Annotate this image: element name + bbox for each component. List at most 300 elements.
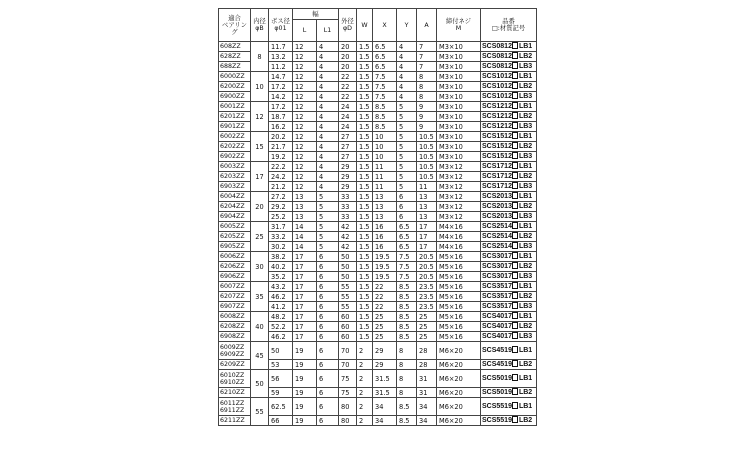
material-code-box-icon — [512, 152, 518, 159]
part-prefix: SCS3517 — [482, 303, 512, 310]
cell-l: 12 — [293, 62, 317, 72]
material-code-box-icon — [512, 162, 518, 169]
material-code-box-icon — [512, 332, 518, 339]
cell-screw: M6×20 — [437, 398, 481, 416]
cell-x: 31.5 — [373, 388, 397, 398]
cell-a: 9 — [417, 102, 437, 112]
cell-x: 22 — [373, 302, 397, 312]
part-suffix: LB1 — [518, 103, 533, 110]
cell-y: 6 — [397, 212, 417, 222]
cell-l: 17 — [293, 302, 317, 312]
cell-screw: M6×20 — [437, 388, 481, 398]
material-code-box-icon — [512, 312, 518, 319]
cell-l1: 4 — [317, 112, 339, 122]
table-row — [219, 282, 537, 292]
cell-w: 1.5 — [357, 182, 373, 192]
cell-l1: 4 — [317, 152, 339, 162]
material-code-box-icon — [512, 112, 518, 119]
cell-bearing: 6011ZZ 6911ZZ — [219, 398, 251, 416]
part-suffix: LB2 — [518, 113, 533, 120]
cell-x: 19.5 — [373, 252, 397, 262]
cell-l1: 6 — [317, 416, 339, 426]
cell-boss-dia: 29.2 — [269, 202, 293, 212]
table-row — [219, 102, 537, 112]
cell-boss-dia: 48.2 — [269, 312, 293, 322]
part-prefix: SCS4017 — [482, 333, 512, 340]
cell-w: 1.5 — [357, 262, 373, 272]
cell-l: 12 — [293, 82, 317, 92]
cell-part-number — [481, 92, 537, 102]
cell-x: 16 — [373, 222, 397, 232]
cell-screw: M6×20 — [437, 416, 481, 426]
cell-l1: 4 — [317, 92, 339, 102]
cell-boss-dia: 14.2 — [269, 92, 293, 102]
cell-w: 1.5 — [357, 202, 373, 212]
cell-outer-dia: 55 — [339, 292, 357, 302]
part-prefix: SCS1512 — [482, 133, 512, 140]
cell-screw: M3×10 — [437, 132, 481, 142]
cell-l1: 5 — [317, 202, 339, 212]
cell-w: 1.5 — [357, 102, 373, 112]
material-code-box-icon — [512, 222, 518, 229]
cell-l: 17 — [293, 282, 317, 292]
cell-y: 7.5 — [397, 272, 417, 282]
cell-screw: M3×10 — [437, 102, 481, 112]
header-outer-dia — [339, 9, 357, 42]
cell-outer-dia: 20 — [339, 62, 357, 72]
cell-boss-dia: 66 — [269, 416, 293, 426]
cell-a: 20.5 — [417, 252, 437, 262]
cell-boss-dia: 41.2 — [269, 302, 293, 312]
material-code-box-icon — [512, 272, 518, 279]
cell-x: 16 — [373, 242, 397, 252]
part-suffix: LB3 — [518, 213, 533, 220]
part-prefix: SCS3017 — [482, 263, 512, 270]
part-prefix: SCS1212 — [482, 113, 512, 120]
cell-outer-dia: 42 — [339, 222, 357, 232]
cell-w: 2 — [357, 370, 373, 388]
cell-boss-dia: 22.2 — [269, 162, 293, 172]
header-inner-dia — [251, 9, 269, 42]
cell-l: 12 — [293, 122, 317, 132]
cell-a: 25 — [417, 312, 437, 322]
material-code-box-icon — [512, 62, 518, 69]
part-suffix: LB2 — [518, 143, 533, 150]
part-prefix: SCS1012 — [482, 73, 512, 80]
cell-l1: 6 — [317, 388, 339, 398]
cell-x: 11 — [373, 172, 397, 182]
cell-y: 8.5 — [397, 282, 417, 292]
cell-y: 5 — [397, 152, 417, 162]
cell-l1: 4 — [317, 142, 339, 152]
cell-bearing: 6905ZZ — [219, 242, 251, 252]
cell-y: 4 — [397, 52, 417, 62]
cell-a: 9 — [417, 112, 437, 122]
cell-y: 5 — [397, 172, 417, 182]
cell-l: 12 — [293, 132, 317, 142]
cell-a: 10.5 — [417, 152, 437, 162]
material-code-box-icon — [512, 322, 518, 329]
cell-y: 8.5 — [397, 292, 417, 302]
cell-outer-dia: 27 — [339, 152, 357, 162]
cell-bearing: 6203ZZ — [219, 172, 251, 182]
cell-boss-dia: 17.2 — [269, 82, 293, 92]
cell-part-number — [481, 312, 537, 322]
cell-inner-dia: 55 — [251, 398, 269, 426]
cell-boss-dia: 11.7 — [269, 42, 293, 52]
part-prefix: SCS0812 — [482, 63, 512, 70]
part-prefix: SCS4017 — [482, 323, 512, 330]
cell-w: 2 — [357, 416, 373, 426]
cell-y: 5 — [397, 122, 417, 132]
cell-l: 17 — [293, 322, 317, 332]
cell-bearing: 6000ZZ — [219, 72, 251, 82]
cell-part-number — [481, 302, 537, 312]
cell-a: 17 — [417, 232, 437, 242]
cell-l1: 4 — [317, 52, 339, 62]
cell-screw: M5×16 — [437, 252, 481, 262]
cell-part-number — [481, 292, 537, 302]
cell-x: 25 — [373, 312, 397, 322]
cell-x: 19.5 — [373, 262, 397, 272]
cell-screw: M3×12 — [437, 172, 481, 182]
material-code-box-icon — [512, 92, 518, 99]
cell-outer-dia: 55 — [339, 282, 357, 292]
part-prefix: SCS5019 — [482, 375, 512, 382]
part-prefix: SCS1012 — [482, 83, 512, 90]
cell-bearing: 6901ZZ — [219, 122, 251, 132]
cell-part-number — [481, 182, 537, 192]
cell-a: 7 — [417, 62, 437, 72]
cell-boss-dia: 25.2 — [269, 212, 293, 222]
table-row — [219, 342, 537, 360]
header-l: L — [293, 20, 317, 42]
cell-y: 8.5 — [397, 416, 417, 426]
material-code-box-icon — [512, 416, 518, 423]
cell-w: 1.5 — [357, 42, 373, 52]
cell-screw: M4×16 — [437, 242, 481, 252]
cell-l: 12 — [293, 42, 317, 52]
cell-bearing: 6002ZZ — [219, 132, 251, 142]
cell-bearing: 628ZZ — [219, 52, 251, 62]
part-suffix: LB2 — [518, 173, 533, 180]
cell-part-number — [481, 360, 537, 370]
cell-inner-dia: 35 — [251, 282, 269, 312]
cell-outer-dia: 70 — [339, 360, 357, 370]
cell-l: 17 — [293, 252, 317, 262]
cell-l1: 4 — [317, 102, 339, 112]
cell-bearing: 6006ZZ — [219, 252, 251, 262]
cell-inner-dia: 12 — [251, 102, 269, 132]
part-prefix: SCS1012 — [482, 93, 512, 100]
cell-outer-dia: 24 — [339, 122, 357, 132]
cell-outer-dia: 22 — [339, 72, 357, 82]
cell-outer-dia: 42 — [339, 242, 357, 252]
material-code-box-icon — [512, 282, 518, 289]
cell-l1: 6 — [317, 370, 339, 388]
cell-bearing: 608ZZ — [219, 42, 251, 52]
material-code-box-icon — [512, 360, 518, 367]
cell-w: 2 — [357, 360, 373, 370]
cell-x: 16 — [373, 232, 397, 242]
table-row — [219, 132, 537, 142]
cell-l1: 6 — [317, 272, 339, 282]
cell-w: 1.5 — [357, 92, 373, 102]
cell-outer-dia: 29 — [339, 162, 357, 172]
cell-bearing: 6010ZZ 6910ZZ — [219, 370, 251, 388]
cell-inner-dia: 45 — [251, 342, 269, 370]
cell-part-number — [481, 42, 537, 52]
cell-w: 1.5 — [357, 332, 373, 342]
part-prefix: SCS1212 — [482, 123, 512, 130]
cell-y: 5 — [397, 132, 417, 142]
cell-a: 28 — [417, 342, 437, 360]
cell-part-number — [481, 388, 537, 398]
cell-w: 1.5 — [357, 162, 373, 172]
cell-w: 1.5 — [357, 212, 373, 222]
cell-x: 10 — [373, 152, 397, 162]
header-screw-text: 締付ネジ M — [445, 18, 472, 32]
cell-y: 5 — [397, 102, 417, 112]
material-code-box-icon — [512, 82, 518, 89]
cell-l: 19 — [293, 370, 317, 388]
part-prefix: SCS1712 — [482, 173, 512, 180]
part-prefix: SCS1712 — [482, 163, 512, 170]
cell-x: 8.5 — [373, 112, 397, 122]
cell-outer-dia: 22 — [339, 82, 357, 92]
cell-x: 22 — [373, 282, 397, 292]
part-prefix: SCS3517 — [482, 293, 512, 300]
cell-part-number — [481, 122, 537, 132]
cell-boss-dia: 17.2 — [269, 102, 293, 112]
cell-screw: M3×10 — [437, 62, 481, 72]
cell-x: 22 — [373, 292, 397, 302]
cell-screw: M5×16 — [437, 292, 481, 302]
cell-y: 4 — [397, 42, 417, 52]
cell-l1: 6 — [317, 332, 339, 342]
cell-y: 8 — [397, 388, 417, 398]
cell-w: 1.5 — [357, 72, 373, 82]
cell-w: 1.5 — [357, 62, 373, 72]
cell-a: 28 — [417, 360, 437, 370]
header-width-group: 幅 — [293, 9, 339, 20]
cell-l: 13 — [293, 212, 317, 222]
cell-inner-dia: 25 — [251, 222, 269, 252]
part-prefix: SCS2013 — [482, 193, 512, 200]
part-suffix: LB2 — [518, 263, 533, 270]
cell-y: 6 — [397, 192, 417, 202]
cell-a: 9 — [417, 122, 437, 132]
part-suffix: LB1 — [518, 375, 533, 382]
cell-w: 1.5 — [357, 312, 373, 322]
cell-screw: M3×10 — [437, 42, 481, 52]
table-row — [219, 222, 537, 232]
cell-a: 17 — [417, 222, 437, 232]
cell-w: 1.5 — [357, 82, 373, 92]
cell-w: 1.5 — [357, 322, 373, 332]
cell-l: 17 — [293, 272, 317, 282]
cell-x: 7.5 — [373, 72, 397, 82]
cell-y: 4 — [397, 82, 417, 92]
cell-l1: 6 — [317, 252, 339, 262]
cell-x: 10 — [373, 142, 397, 152]
cell-a: 17 — [417, 242, 437, 252]
cell-a: 10.5 — [417, 172, 437, 182]
cell-part-number — [481, 132, 537, 142]
part-suffix: LB2 — [518, 361, 533, 368]
part-prefix: SCS4519 — [482, 361, 512, 368]
cell-a: 34 — [417, 398, 437, 416]
cell-boss-dia: 31.7 — [269, 222, 293, 232]
table-row — [219, 312, 537, 322]
cell-screw: M5×16 — [437, 282, 481, 292]
cell-l: 12 — [293, 102, 317, 112]
cell-l: 12 — [293, 112, 317, 122]
cell-bearing: 6900ZZ — [219, 92, 251, 102]
cell-part-number — [481, 272, 537, 282]
cell-inner-dia: 50 — [251, 370, 269, 398]
bearing-holder-spec-table — [218, 8, 537, 426]
material-code-box-icon — [512, 52, 518, 59]
material-code-box-icon — [512, 212, 518, 219]
cell-l: 12 — [293, 152, 317, 162]
cell-part-number — [481, 72, 537, 82]
cell-bearing: 6007ZZ — [219, 282, 251, 292]
cell-bearing: 6211ZZ — [219, 416, 251, 426]
cell-w: 1.5 — [357, 232, 373, 242]
cell-l: 14 — [293, 242, 317, 252]
cell-l1: 6 — [317, 398, 339, 416]
cell-part-number — [481, 52, 537, 62]
cell-l1: 6 — [317, 282, 339, 292]
material-code-box-icon — [512, 232, 518, 239]
table-row — [219, 370, 537, 388]
cell-a: 23.5 — [417, 302, 437, 312]
cell-bearing: 6210ZZ — [219, 388, 251, 398]
material-code-box-icon — [512, 292, 518, 299]
cell-l: 12 — [293, 72, 317, 82]
cell-w: 2 — [357, 342, 373, 360]
cell-a: 25 — [417, 332, 437, 342]
cell-l1: 4 — [317, 162, 339, 172]
part-suffix: LB2 — [518, 323, 533, 330]
part-prefix: SCS0812 — [482, 53, 512, 60]
cell-l: 13 — [293, 202, 317, 212]
cell-y: 5 — [397, 182, 417, 192]
cell-boss-dia: 21.2 — [269, 182, 293, 192]
cell-l1: 5 — [317, 192, 339, 202]
part-suffix: LB2 — [518, 83, 533, 90]
cell-x: 13 — [373, 202, 397, 212]
cell-part-number — [481, 342, 537, 360]
cell-boss-dia: 11.2 — [269, 62, 293, 72]
cell-w: 1.5 — [357, 172, 373, 182]
material-code-box-icon — [512, 242, 518, 249]
cell-l: 12 — [293, 52, 317, 62]
cell-boss-dia: 52.2 — [269, 322, 293, 332]
cell-boss-dia: 50 — [269, 342, 293, 360]
cell-part-number — [481, 222, 537, 232]
cell-l1: 5 — [317, 222, 339, 232]
header-boss-dia-text: ボス径 φ01 — [271, 18, 290, 32]
cell-bearing: 6005ZZ — [219, 222, 251, 232]
cell-x: 25 — [373, 332, 397, 342]
cell-bearing: 6208ZZ — [219, 322, 251, 332]
part-prefix: SCS1512 — [482, 143, 512, 150]
cell-l: 17 — [293, 332, 317, 342]
cell-w: 2 — [357, 388, 373, 398]
cell-screw: M3×10 — [437, 92, 481, 102]
cell-screw: M3×12 — [437, 192, 481, 202]
part-suffix: LB2 — [518, 203, 533, 210]
cell-bearing: 6904ZZ — [219, 212, 251, 222]
cell-inner-dia: 10 — [251, 72, 269, 102]
cell-a: 7 — [417, 42, 437, 52]
cell-x: 13 — [373, 212, 397, 222]
cell-y: 4 — [397, 72, 417, 82]
cell-outer-dia: 29 — [339, 172, 357, 182]
cell-y: 8.5 — [397, 312, 417, 322]
cell-bearing: 6009ZZ 6909ZZ — [219, 342, 251, 360]
cell-l1: 6 — [317, 262, 339, 272]
header-bearing-text: 適合 ベアリング — [222, 14, 247, 36]
cell-l1: 4 — [317, 42, 339, 52]
cell-outer-dia: 33 — [339, 202, 357, 212]
cell-a: 23.5 — [417, 282, 437, 292]
cell-boss-dia: 53 — [269, 360, 293, 370]
cell-a: 25 — [417, 322, 437, 332]
cell-screw: M3×10 — [437, 72, 481, 82]
cell-y: 6 — [397, 202, 417, 212]
header-inner-dia-text: 内径 φB — [253, 18, 266, 32]
part-prefix: SCS2514 — [482, 223, 512, 230]
part-prefix: SCS2013 — [482, 213, 512, 220]
cell-a: 7 — [417, 52, 437, 62]
part-prefix: SCS1712 — [482, 183, 512, 190]
cell-boss-dia: 46.2 — [269, 332, 293, 342]
cell-w: 1.5 — [357, 242, 373, 252]
part-suffix: LB2 — [518, 293, 533, 300]
cell-l: 17 — [293, 262, 317, 272]
cell-l: 14 — [293, 222, 317, 232]
cell-w: 2 — [357, 398, 373, 416]
cell-x: 6.5 — [373, 62, 397, 72]
cell-w: 1.5 — [357, 152, 373, 162]
cell-a: 13 — [417, 212, 437, 222]
part-prefix: SCS2514 — [482, 243, 512, 250]
part-prefix: SCS5019 — [482, 389, 512, 396]
cell-part-number — [481, 282, 537, 292]
cell-boss-dia: 46.2 — [269, 292, 293, 302]
cell-outer-dia: 55 — [339, 302, 357, 312]
cell-part-number — [481, 152, 537, 162]
cell-w: 1.5 — [357, 52, 373, 62]
table-row — [219, 192, 537, 202]
cell-x: 34 — [373, 416, 397, 426]
cell-a: 10.5 — [417, 142, 437, 152]
cell-l1: 5 — [317, 232, 339, 242]
cell-l1: 6 — [317, 292, 339, 302]
cell-outer-dia: 20 — [339, 52, 357, 62]
cell-a: 31 — [417, 370, 437, 388]
cell-screw: M3×12 — [437, 182, 481, 192]
cell-l1: 4 — [317, 172, 339, 182]
cell-l1: 6 — [317, 312, 339, 322]
cell-bearing: 6902ZZ — [219, 152, 251, 162]
cell-y: 4 — [397, 62, 417, 72]
cell-outer-dia: 27 — [339, 132, 357, 142]
part-suffix: LB1 — [518, 133, 533, 140]
